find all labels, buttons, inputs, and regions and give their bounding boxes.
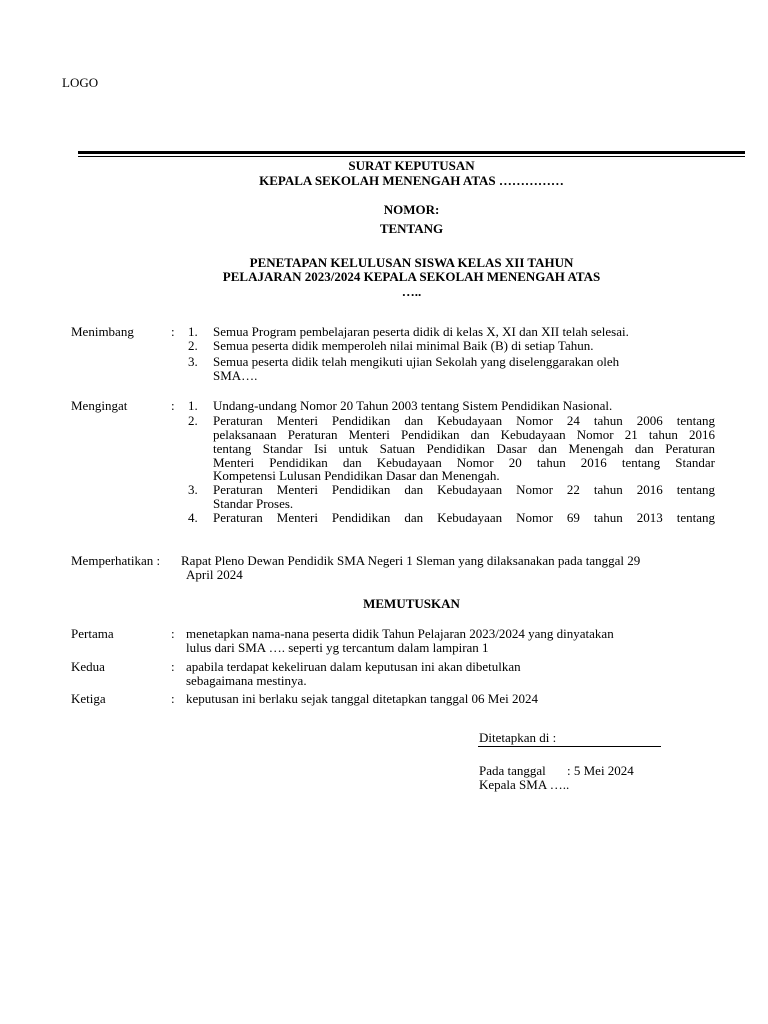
decision-kedua-line-1: apabila terdapat kekeliruan dalam keputusan ini akan dibetulkan xyxy=(186,659,521,674)
doc-subject-line-1: PENETAPAN KELULUSAN SISWA KELAS XII TAHUN xyxy=(249,255,574,270)
decision-label-ketiga: Ketiga xyxy=(71,691,106,706)
decision-label-pertama: Pertama xyxy=(71,626,114,641)
mengingat-item-3-line-1: Peraturan Menteri Pendidikan dan Kebudayaan Nomor 22 tahun 2016 tentang xyxy=(213,482,715,497)
mengingat-label: Mengingat xyxy=(71,398,128,413)
decision-colon-ketiga: : xyxy=(171,691,175,706)
signature-underline xyxy=(478,746,661,747)
mengingat-item-2-line-4: Menteri Pendidikan dan Kebudayaan Nomor 20 tahun 2016 tentang Standar xyxy=(213,455,715,470)
menimbang-item-3-line-2: SMA…. xyxy=(213,368,258,383)
mengingat-item-2-line-3: tentang Standar Isi untuk Satuan Pendidikan Dasar dan Menengah dan Peraturan xyxy=(213,441,715,456)
menimbang-num-1: 1. xyxy=(188,324,198,339)
memperhatikan-label: Memperhatikan : xyxy=(71,553,161,568)
signature-tanggal-value: : 5 Mei 2024 xyxy=(567,763,634,778)
header-rule-thin xyxy=(78,156,745,157)
mengingat-item-2-line-5: Kompetensi Lulusan Pendidikan Dasar dan Menengah. xyxy=(213,468,500,483)
decision-colon-kedua: : xyxy=(171,659,175,674)
decision-pertama-line-1: menetapkan nama-nana peserta didik Tahun Pelajaran 2023/2024 yang dinyatakan xyxy=(186,626,614,641)
menimbang-label: Menimbang xyxy=(71,324,134,339)
menimbang-num-3: 3. xyxy=(188,354,198,369)
decision-ketiga-line-1: keputusan ini berlaku sejak tanggal ditetapkan tanggal 06 Mei 2024 xyxy=(186,691,538,706)
mengingat-num-4: 4. xyxy=(188,510,198,525)
menimbang-item-3-line-1: Semua peserta didik telah mengikuti ujian Sekolah yang diselenggarakan oleh xyxy=(213,354,620,369)
mengingat-item-1: Undang-undang Nomor 20 Tahun 2003 tentang Sistem Pendidikan Nasional. xyxy=(213,398,613,413)
doc-tentang: TENTANG xyxy=(379,221,444,236)
mengingat-num-2: 2. xyxy=(188,413,198,428)
mengingat-item-3-line-2: Standar Proses. xyxy=(213,496,294,511)
mengingat-item-4-line-1: Peraturan Menteri Pendidikan dan Kebudayaan Nomor 69 tahun 2013 tentang xyxy=(213,510,715,525)
header-rule-thick xyxy=(78,151,745,154)
menimbang-item-1: Semua Program pembelajaran peserta didik di kelas X, XI dan XII telah selesai. xyxy=(213,324,629,339)
menimbang-num-2: 2. xyxy=(188,338,198,353)
signature-ditetapkan: Ditetapkan di : xyxy=(479,730,557,745)
mengingat-item-2-line-1: Peraturan Menteri Pendidikan dan Kebudayaan Nomor 24 tahun 2006 tentang xyxy=(213,413,715,428)
doc-issuer: KEPALA SEKOLAH MENENGAH ATAS …………… xyxy=(259,173,564,188)
mengingat-num-1: 1. xyxy=(188,398,198,413)
signature-tanggal-label: Pada tanggal xyxy=(479,763,546,778)
decision-label-kedua: Kedua xyxy=(71,659,105,674)
menimbang-colon: : xyxy=(171,324,175,339)
doc-subject-line-2: PELAJARAN 2023/2024 KEPALA SEKOLAH MENENGAH ATAS xyxy=(222,269,601,284)
decision-colon-pertama: : xyxy=(171,626,175,641)
signature-kepala: Kepala SMA ….. xyxy=(479,777,570,792)
memutuskan-heading: MEMUTUSKAN xyxy=(363,596,460,611)
logo-placeholder: LOGO xyxy=(62,75,99,90)
doc-subject-line-3: ….. xyxy=(401,284,422,299)
decision-kedua-line-2: sebagaimana mestinya. xyxy=(186,673,307,688)
mengingat-num-3: 3. xyxy=(188,482,198,497)
mengingat-item-2-line-2: pelaksanaan Peraturan Menteri Pendidikan dan Kebudayaan Nomor 21 tahun 2016 xyxy=(213,427,715,442)
doc-title: SURAT KEPUTUSAN xyxy=(348,158,475,173)
decision-pertama-line-2: lulus dari SMA …. seperti yg tercantum dalam lampiran 1 xyxy=(186,640,489,655)
doc-number: NOMOR: xyxy=(383,202,440,217)
menimbang-item-2: Semua peserta didik memperoleh nilai minimal Baik (B) di setiap Tahun. xyxy=(213,338,594,353)
memperhatikan-text-line-1: Rapat Pleno Dewan Pendidik SMA Negeri 1 Sleman yang dilaksanakan pada tanggal 29 xyxy=(181,553,641,568)
memperhatikan-text-line-2: April 2024 xyxy=(186,567,243,582)
mengingat-colon: : xyxy=(171,398,175,413)
